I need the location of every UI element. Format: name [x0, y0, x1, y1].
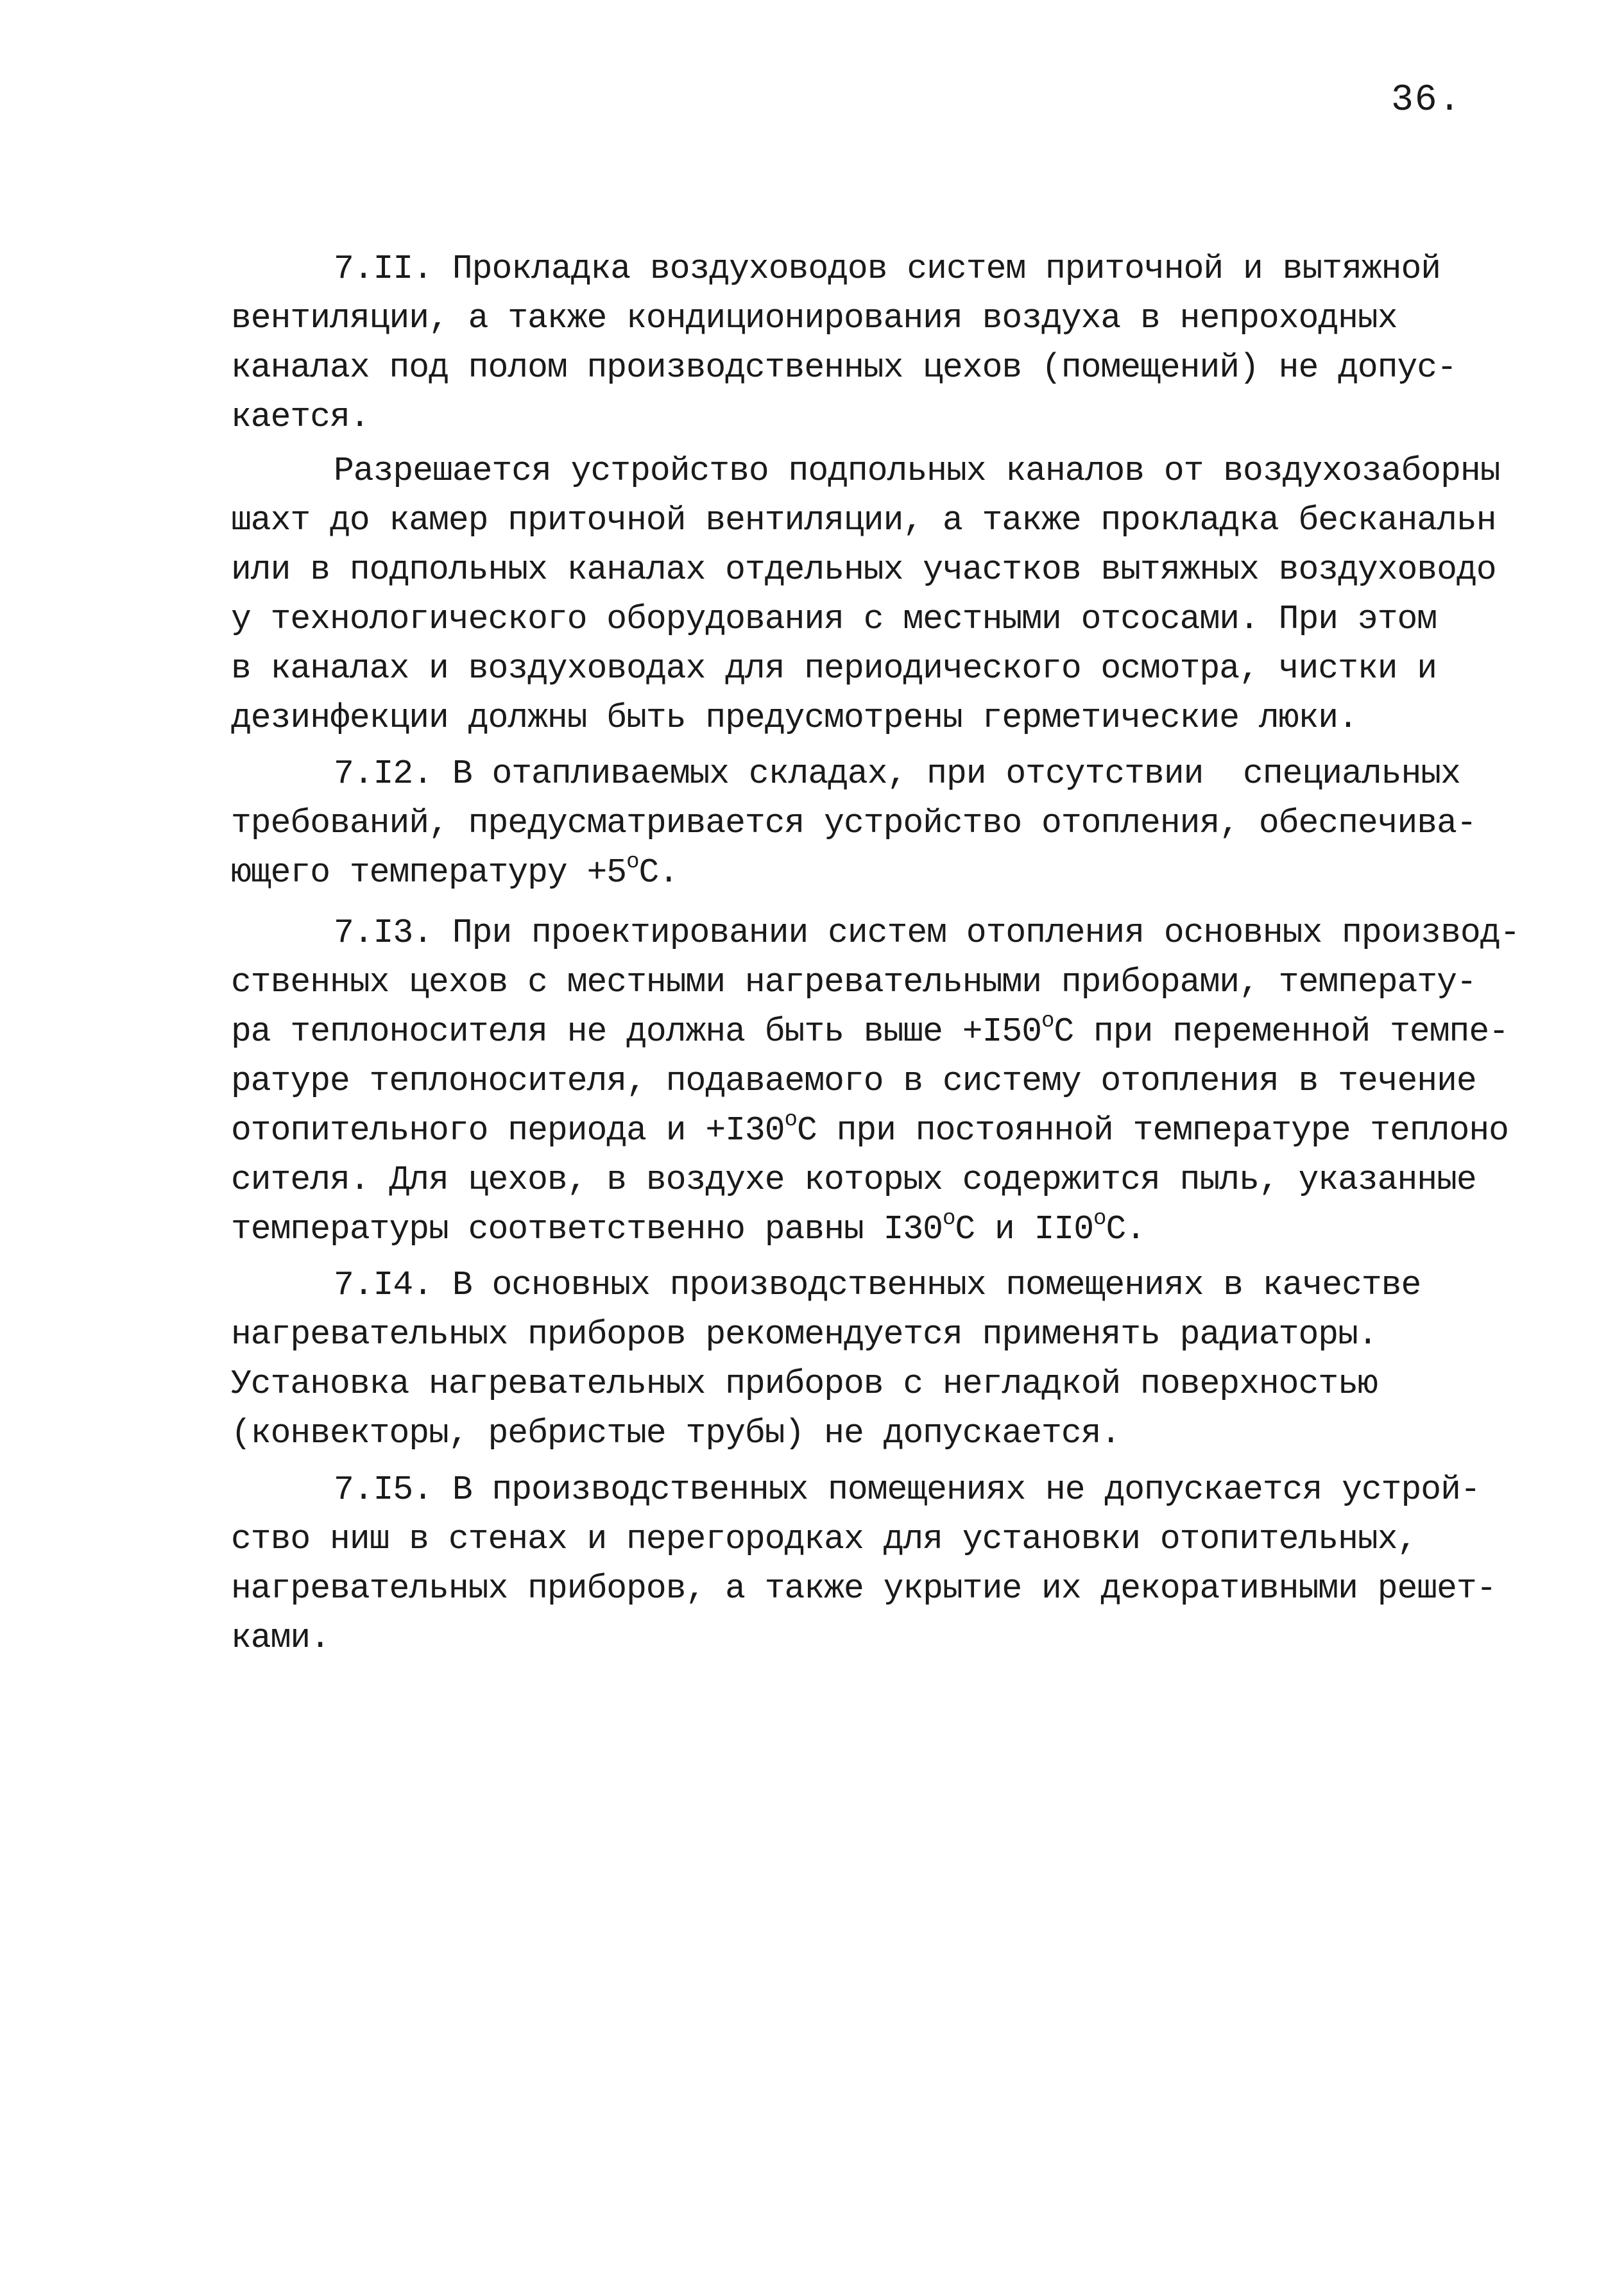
paragraph-7-11b-line-6: дезинфекции должны быть предусмотрены герметические люки. — [231, 699, 1358, 737]
paragraph-7-13-line-3 — [231, 1009, 1509, 1051]
text-segment: температуры соответственно равны I30 — [231, 1210, 943, 1248]
paragraph-7-13-line-4: ратуре теплоносителя, подаваемого в систему отопления в течение — [231, 1062, 1476, 1100]
paragraph-7-11-line-4: кается. — [231, 398, 370, 436]
paragraph-7-11b-line-1: Разрешается устройство подпольных каналов от воздухозаборны — [334, 452, 1500, 490]
text-segment: C при переменной темпе- — [1054, 1012, 1509, 1051]
text-segment: ющего температуру +5 — [231, 853, 627, 892]
degree-sign: o — [1093, 1207, 1106, 1231]
text-segment: отопительного периода и +I30 — [231, 1111, 785, 1150]
paragraph-7-12-line-3 — [231, 850, 679, 892]
paragraph-7-12-line-1: 7.I2. В отапливаемых складах, при отсутствии специальных — [334, 754, 1460, 793]
paragraph-7-12-line-2: требований, предусматривается устройство отопления, обеспечива- — [231, 804, 1476, 842]
degree-sign: o — [943, 1207, 955, 1231]
paragraph-7-13-line-5 — [231, 1108, 1509, 1150]
paragraph-7-11b-line-2: шахт до камер приточной вентиляции, а также прокладка бесканальн — [231, 501, 1496, 540]
paragraph-7-15-line-2: ство ниш в стенах и перегородках для установки отопительных, — [231, 1520, 1417, 1558]
paragraph-7-11b-line-5: в каналах и воздуховодах для периодического осмотра, чистки и — [231, 649, 1437, 688]
text-segment: ра теплоносителя не должна быть выше +I50 — [231, 1012, 1042, 1051]
paragraph-7-14-line-2: нагревательных приборов рекомендуется применять радиаторы. — [231, 1315, 1378, 1354]
paragraph-7-11-line-2: вентиляции, а также кондиционирования воздуха в непроходных — [231, 299, 1397, 337]
paragraph-7-15-line-1: 7.I5. В производственных помещениях не допускается устрой- — [334, 1470, 1480, 1509]
paragraph-7-13-line-1: 7.I3. При проектировании систем отопления основных производ- — [334, 914, 1520, 952]
text-segment: C. — [1106, 1210, 1146, 1248]
text-segment: C и II0 — [955, 1210, 1094, 1248]
paragraph-7-15-line-4: ками. — [231, 1619, 330, 1657]
degree-sign: o — [1041, 1009, 1054, 1034]
text-segment: C. — [638, 853, 679, 892]
paragraph-7-15-line-3: нагревательных приборов, а также укрытие их декоративными решет- — [231, 1569, 1496, 1608]
degree-sign: o — [784, 1108, 797, 1132]
paragraph-7-13-line-7 — [231, 1207, 1146, 1248]
paragraph-7-13-line-2: ственных цехов с местными нагревательными приборами, температу- — [231, 963, 1476, 1001]
paragraph-7-11b-line-4: у технологического оборудования с местными отсосами. При этом — [231, 600, 1437, 638]
paragraph-7-11-line-1: 7.II. Прокладка воздуховодов систем приточной и вытяжной — [334, 250, 1441, 288]
text-segment: C при постоянной температуре теплоно — [796, 1111, 1509, 1150]
degree-sign: o — [626, 850, 639, 874]
paragraph-7-14-line-3: Установка нагревательных приборов с негладкой поверхностью — [231, 1365, 1378, 1403]
paragraph-7-14-line-4: (конвекторы, ребристые трубы) не допускается. — [231, 1414, 1121, 1453]
paragraph-7-11-line-3: каналах под полом производственных цехов (помещений) не допус- — [231, 348, 1457, 387]
paragraph-7-14-line-1: 7.I4. В основных производственных помещениях в качестве — [334, 1266, 1421, 1304]
paragraph-7-13-line-6: сителя. Для цехов, в воздухе которых содержится пыль, указанные — [231, 1161, 1476, 1199]
page-number: 36. — [1391, 80, 1462, 121]
paragraph-7-11b-line-3: или в подпольных каналах отдельных участков вытяжных воздуховодо — [231, 550, 1496, 589]
